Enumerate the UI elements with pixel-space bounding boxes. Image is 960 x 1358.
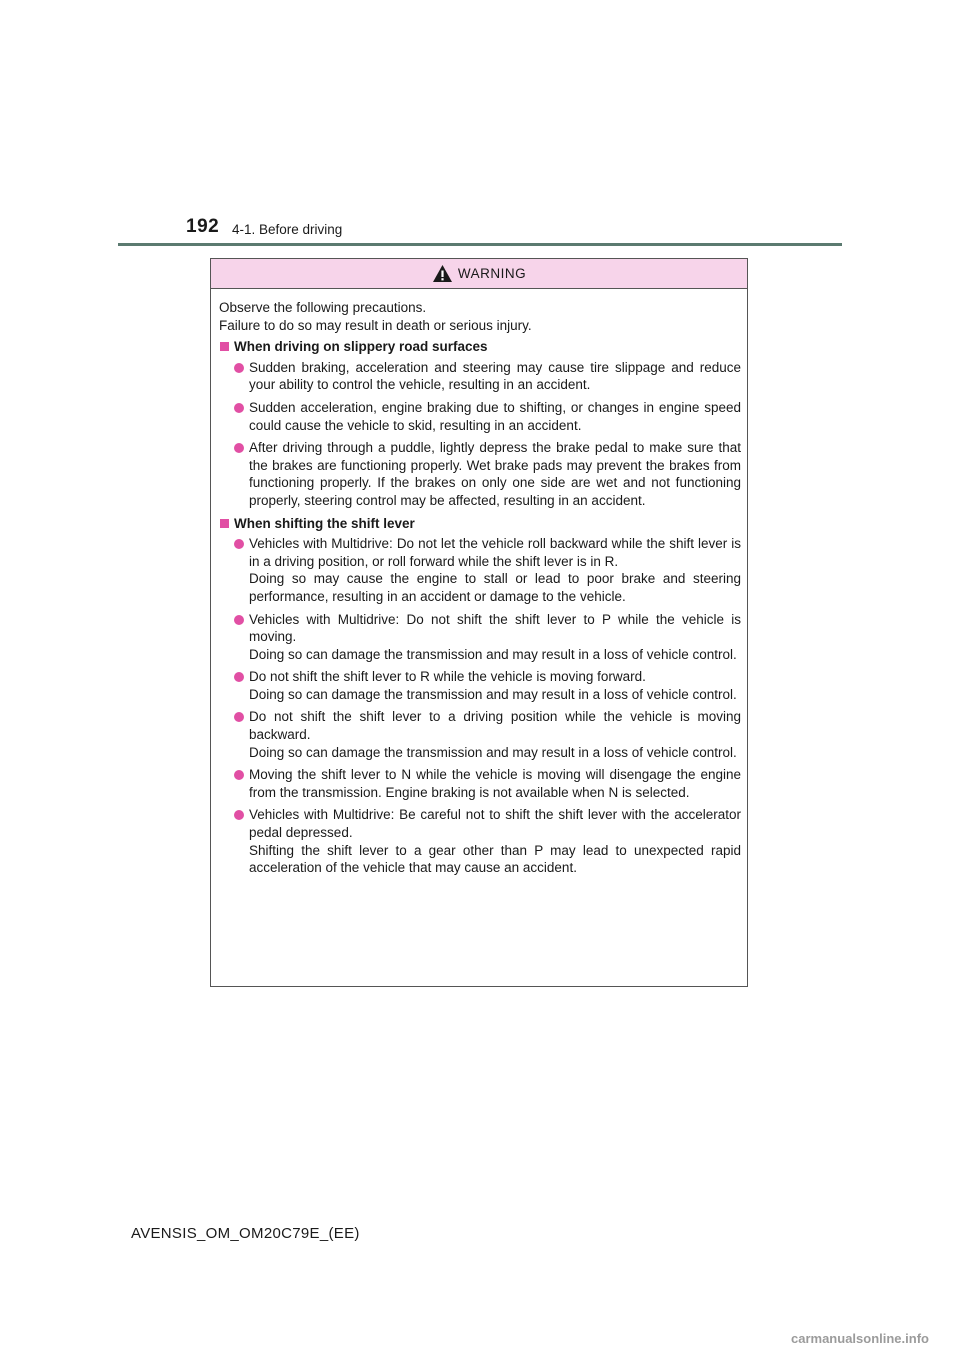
bullet-text: Sudden braking, acceleration and steering may cause tire slippage and reduce your ability to control the vehicle, resulting in an accident. [249,359,741,393]
bullet-text: Doing so can damage the transmission and may result in a loss of vehicle control. [249,646,737,662]
warning-box [210,258,748,987]
bullet-text: Sudden acceleration, engine braking due to shifting, or changes in engine speed could cause the vehicle to skid, resulting in an accident. [249,399,741,433]
bullet-text: Doing so can damage the transmission and may result in a loss of vehicle control. [249,686,737,702]
intro-line: Observe the following precautions. [219,300,427,315]
warning-header [211,259,747,289]
warning-triangle-icon [432,264,453,283]
section-shift-lever [219,515,741,877]
warning-intro [219,299,741,334]
square-bullet-icon [220,342,229,351]
bullet-text: Vehicles with Multidrive: Be careful not to shift the shift lever with the accelerator pedal depressed. [249,807,741,841]
section-heading [219,515,741,533]
round-bullet-icon [234,770,244,780]
bullet-text: Do not shift the shift lever to R while the vehicle is moving forward. [249,669,646,685]
section-heading-text: When driving on slippery road surfaces [234,339,488,355]
list-item [219,611,741,664]
warning-body [211,289,747,877]
section-label: 4-1. Before driving [232,222,343,237]
warning-title: WARNING [457,266,527,281]
watermark: carmanualsonline.info [791,1331,929,1346]
header-rule [118,243,842,246]
round-bullet-icon [234,712,244,722]
list-item [219,535,741,605]
section-heading [219,338,741,356]
section-slippery-roads [219,338,741,509]
bullet-text: After driving through a puddle, lightly depress the brake pedal to make sure that the brakes are functioning properly. Wet brake pads may prevent the brakes from functioning properly. If the brakes on only one side are wet and not functioning properly, steering control may be affected, resulting in an accident. [249,440,741,508]
bullet-text: Vehicles with Multidrive: Do not let the vehicle roll backward while the shift lever is in a driving position, or roll forward while the shift lever is in R. [249,536,741,569]
document-id: AVENSIS_OM_OM20C79E_(EE) [131,1225,360,1242]
round-bullet-icon [234,443,244,453]
list-item [219,399,741,434]
list-item [219,766,741,801]
intro-line: Failure to do so may result in death or serious injury. [219,317,532,333]
round-bullet-icon [234,615,244,625]
bullet-text: Do not shift the shift lever to a driving position while the vehicle is moving backward. [249,709,741,743]
list-item [219,439,741,509]
bullet-text: Vehicles with Multidrive: Do not shift the shift lever to P while the vehicle is moving. [249,611,741,645]
list-item [219,806,741,876]
round-bullet-icon [234,403,244,413]
bullet-text: Doing so can damage the transmission and may result in a loss of vehicle control. [249,744,737,760]
round-bullet-icon [234,810,244,820]
section-heading-text: When shifting the shift lever [234,515,415,531]
bullet-text: Moving the shift lever to N while the vehicle is moving will disengage the engine from the transmission. Engine braking is not available when N is selected. [249,767,741,800]
round-bullet-icon [234,672,244,682]
bullet-text: Doing so may cause the engine to stall or lead to poor brake and steering performance, resulting in an accident or damage to the vehicle. [249,571,741,604]
bullet-text: Shifting the shift lever to a gear other than P may lead to unexpected rapid acceleration of the vehicle that may cause an accident. [249,842,741,876]
square-bullet-icon [220,519,229,528]
list-item [219,668,741,703]
round-bullet-icon [234,539,244,549]
list-item [219,359,741,394]
list-item [219,708,741,761]
page-number: 192 [186,216,220,237]
round-bullet-icon [234,363,244,373]
